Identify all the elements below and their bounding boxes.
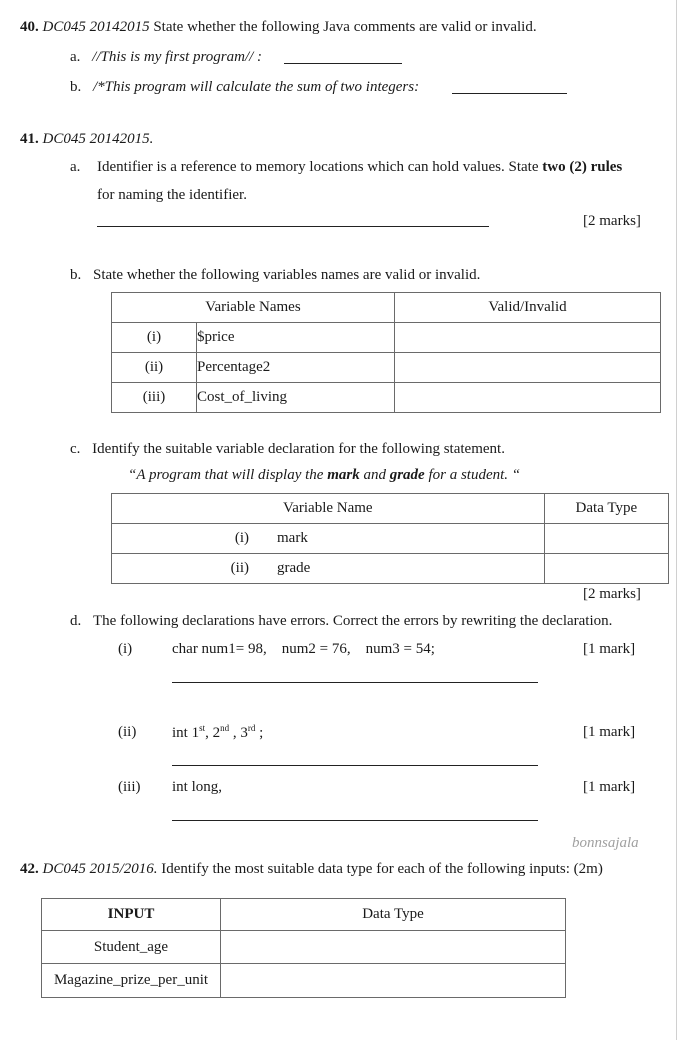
answer-line — [284, 63, 402, 64]
code-statement — [172, 723, 263, 742]
marks-label: [2 marks] — [583, 213, 641, 229]
header-cell: Data Type — [221, 899, 566, 931]
answer-cell[interactable] — [221, 931, 566, 964]
question-code: DC045 20142015 — [42, 19, 150, 35]
question-code: DC045 2015/2016. — [42, 861, 158, 877]
marks-label: [1 mark] — [583, 779, 636, 795]
part-text: State whether the following variables names are valid or invalid. — [93, 267, 481, 283]
code-part: int 1 — [172, 725, 200, 741]
superscript: st — [199, 723, 206, 733]
row-number: (ii) — [112, 353, 197, 383]
table-row — [42, 931, 566, 964]
variable-name: $price — [197, 323, 395, 353]
variable-name: grade — [259, 554, 544, 584]
part-letter: a. — [70, 49, 81, 65]
answer-line — [452, 93, 567, 94]
q41-a-text-line2: for naming the identifier. — [97, 187, 247, 203]
variable-name: Cost_of_living — [197, 383, 395, 413]
question-number: 41. — [20, 131, 39, 147]
answer-cell[interactable] — [395, 323, 661, 353]
variable-declaration-table — [111, 493, 669, 584]
table-header-row — [112, 494, 669, 524]
part-text: //This is my first program// : — [92, 49, 263, 65]
header-cell: Variable Name — [112, 494, 545, 524]
part-text: Identify the suitable variable declaration for the following statement. — [92, 441, 505, 457]
table-row — [42, 964, 566, 998]
superscript: nd — [220, 723, 230, 733]
answer-cell[interactable] — [221, 964, 566, 998]
watermark: bonnsajala — [572, 835, 639, 851]
part-letter: b. — [70, 267, 82, 283]
part-text: The following declarations have errors. Correct the errors by rewriting the declaration. — [93, 613, 613, 629]
variable-names-table — [111, 292, 661, 413]
answer-cell[interactable] — [544, 524, 668, 554]
q40-part-a — [70, 48, 262, 66]
table-row — [112, 353, 661, 383]
answer-cell[interactable] — [395, 353, 661, 383]
question-40-header — [20, 18, 537, 36]
q40-part-b — [70, 78, 419, 96]
quote-text: and — [359, 467, 390, 483]
data-type-table — [41, 898, 566, 998]
header-cell: Valid/Invalid — [395, 293, 661, 323]
part-letter: c. — [70, 441, 81, 457]
code-part: ; — [255, 725, 264, 741]
row-number: (i) — [112, 323, 197, 353]
header-cell: INPUT — [42, 899, 221, 931]
row-number: (i) — [112, 524, 260, 554]
table-row — [112, 323, 661, 353]
code-statement: char num1= 98, num2 = 76, num3 = 54; — [172, 641, 435, 657]
text: Identifier is a reference to memory locations which can hold values. State — [97, 159, 543, 175]
header-cell: Data Type — [544, 494, 668, 524]
table-header-row — [112, 293, 661, 323]
q41-c-quote — [128, 466, 520, 484]
marks-label: [2 marks] — [583, 586, 641, 602]
answer-line — [172, 820, 538, 821]
table-row — [112, 554, 669, 584]
question-41-header — [20, 130, 153, 148]
question-number: 42. — [20, 861, 39, 877]
row-number: (iii) — [112, 383, 197, 413]
table-row — [112, 383, 661, 413]
marks-label: [1 mark] — [583, 641, 636, 657]
quote-bold: mark — [327, 467, 360, 483]
marks-label: [1 mark] — [583, 724, 636, 740]
q41-part-b — [70, 266, 480, 284]
question-code: DC045 20142015. — [42, 131, 154, 147]
question-42-header — [20, 860, 603, 878]
quote-text: “A program that will display the — [128, 467, 328, 483]
part-letter: a. — [70, 159, 81, 175]
item-number: (i) — [118, 641, 133, 657]
code-part: , 3 — [229, 725, 248, 741]
input-name: Student_age — [42, 931, 221, 964]
answer-line — [172, 682, 538, 683]
row-number: (ii) — [112, 554, 260, 584]
answer-cell[interactable] — [395, 383, 661, 413]
part-letter: b. — [70, 79, 82, 95]
item-number: (ii) — [118, 724, 137, 740]
page-edge — [676, 0, 686, 1040]
part-text: /*This program will calculate the sum of two integers: — [93, 79, 420, 95]
q41-part-c — [70, 440, 505, 458]
quote-text: for a student. “ — [424, 467, 521, 483]
input-name: Magazine_prize_per_unit — [42, 964, 221, 998]
answer-line — [97, 226, 489, 227]
superscript: rd — [247, 723, 256, 733]
quote-bold: grade — [389, 467, 425, 483]
part-letter: d. — [70, 613, 82, 629]
q41-part-a — [70, 158, 80, 176]
q41-a-text-line1 — [97, 158, 622, 176]
bold-text: two (2) rules — [542, 159, 623, 175]
code-part: , 2 — [205, 725, 221, 741]
question-number: 40. — [20, 19, 39, 35]
question-text: State whether the following Java comments are valid or invalid. — [153, 19, 537, 35]
table-header-row — [42, 899, 566, 931]
q41-part-d — [70, 612, 612, 630]
variable-name: Percentage2 — [197, 353, 395, 383]
answer-cell[interactable] — [544, 554, 668, 584]
answer-line — [172, 765, 538, 766]
header-cell: Variable Names — [112, 293, 395, 323]
question-text: Identify the most suitable data type for each of the following inputs: (2m) — [161, 861, 603, 877]
code-statement: int long, — [172, 779, 223, 795]
item-number: (iii) — [118, 779, 141, 795]
variable-name: mark — [259, 524, 544, 554]
table-row — [112, 524, 669, 554]
